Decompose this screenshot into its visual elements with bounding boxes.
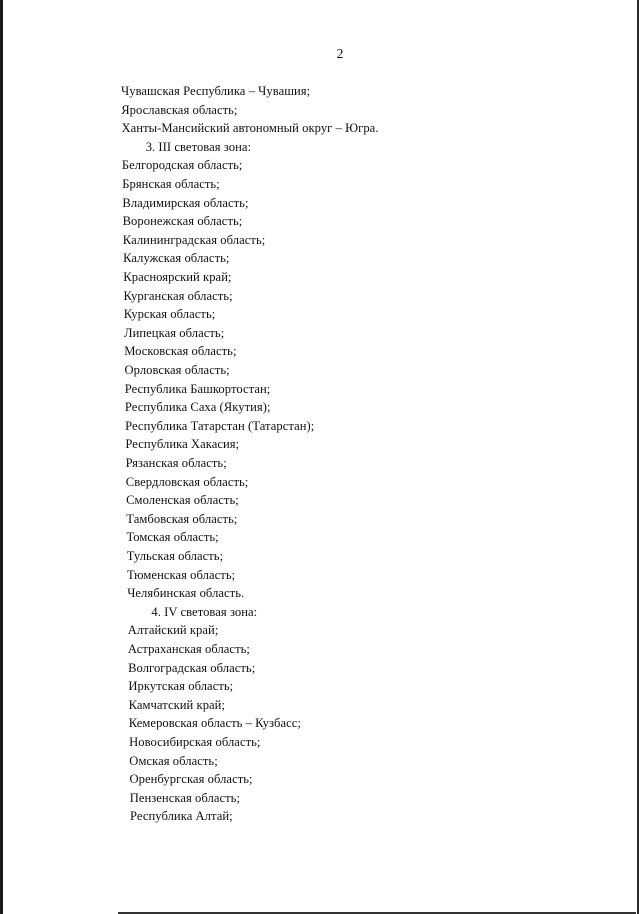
document-line: Республика Хакасия; xyxy=(125,437,240,452)
document-line: Тамбовская область; xyxy=(126,511,238,526)
document-line: Кемеровская область – Кузбасс; xyxy=(128,716,301,731)
document-line: Калининградская область; xyxy=(122,232,266,247)
document-line: Московская область; xyxy=(124,344,237,359)
document-line: Новосибирская область; xyxy=(129,735,261,749)
document-line: Ханты-Мансийский автономный округ – Югра. xyxy=(121,121,379,136)
page-number: 2 xyxy=(336,46,344,61)
document-line: Курская область; xyxy=(123,307,216,322)
document-line: Тюменская область; xyxy=(127,567,236,582)
document-line: Орловская область; xyxy=(124,363,230,377)
document-line: Омская область; xyxy=(129,753,218,768)
document-line: Республика Башкортостан; xyxy=(124,381,271,396)
document-line: Томская область; xyxy=(126,530,219,545)
document-line: Смоленская область; xyxy=(126,493,239,508)
document-line: Республика Алтай; xyxy=(130,809,233,824)
section-heading: 3. III световая зона: xyxy=(145,139,252,154)
document-line: Республика Татарстан (Татарстан); xyxy=(125,418,315,433)
document-line: Свердловская область; xyxy=(125,474,249,489)
document-line: Липецкая область; xyxy=(124,325,225,340)
section-heading: 4. IV световая зона: xyxy=(151,604,258,619)
document-line: Чувашская Республика – Чувашия; xyxy=(121,84,311,98)
document-line: Красноярский край; xyxy=(123,270,232,284)
document-line: Рязанская область; xyxy=(125,456,227,470)
document-line: Пензенская область; xyxy=(129,790,241,805)
document-line: Челябинская область. xyxy=(127,586,245,601)
scan-left-edge xyxy=(0,0,3,914)
document-line: Оренбургская область; xyxy=(129,772,253,787)
document-line: Республика Саха (Якутия); xyxy=(124,400,271,415)
document-line: Тульская область; xyxy=(126,549,224,563)
document-line: Алтайский край; xyxy=(127,623,219,638)
scan-right-edge xyxy=(637,0,639,914)
document-line: Курганская область; xyxy=(123,288,233,303)
document-line: Камчатский край; xyxy=(128,697,226,712)
document-line: Белгородская область; xyxy=(121,158,243,173)
document-line: Астраханская область; xyxy=(127,642,250,656)
document-line: Брянская область; xyxy=(122,177,220,191)
document-line: Воронежская область; xyxy=(122,214,243,229)
document-line: Ярославская область; xyxy=(121,102,238,117)
document-line: Владимирская область; xyxy=(122,195,249,210)
document-line: Волгоградская область; xyxy=(128,660,256,675)
document-line: Иркутская область; xyxy=(128,679,234,694)
document-line: Калужская область; xyxy=(123,251,230,266)
